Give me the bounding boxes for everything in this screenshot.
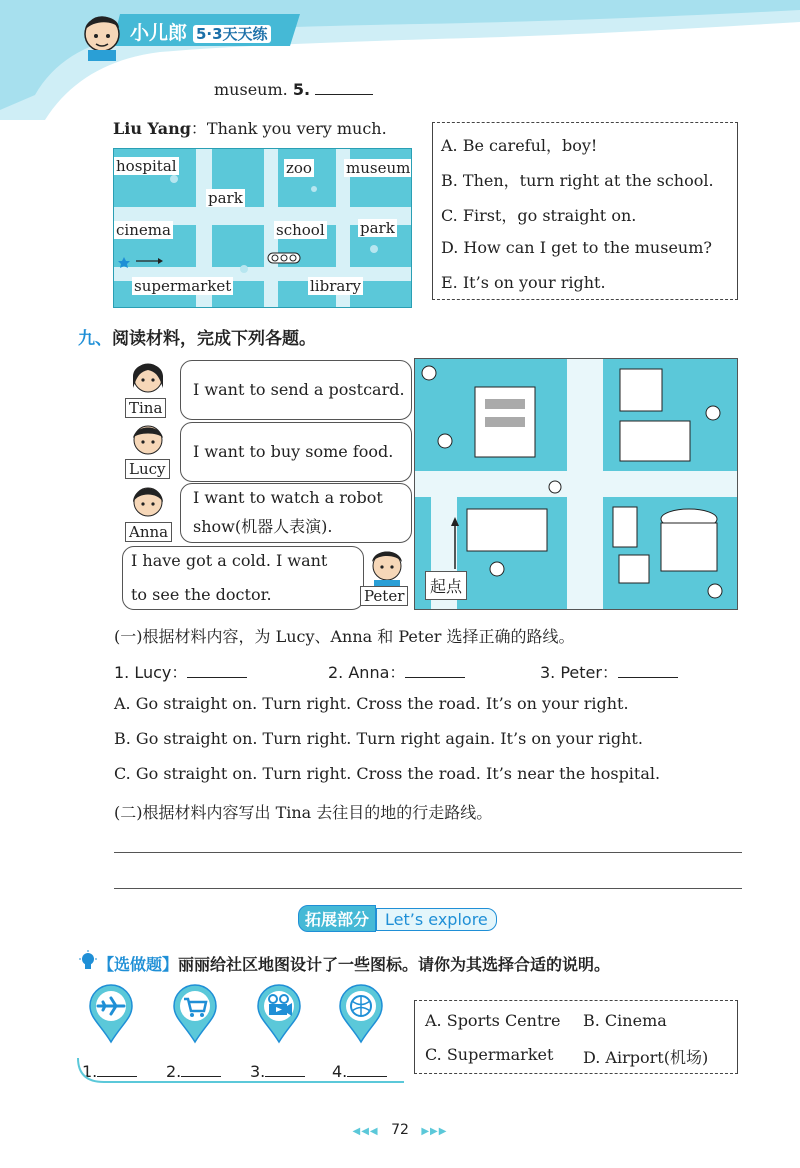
option-a: A. Be careful，boy! [441,136,598,155]
part1-title: (一)根据材料内容，为 Lucy、Anna 和 Peter 选择正确的路线。 [114,627,575,646]
page-number: 72 [391,1122,409,1138]
explore-cn: 拓展部分 [298,905,376,932]
dialog-bubble-tina: I want to send a postcard. [180,360,412,420]
dialog-bubble-anna: I want to watch a robot show(机器人表演). [180,483,412,543]
question-2: 2. Anna： [328,660,465,683]
dialog-bubble-lucy: I want to buy some food. [180,422,412,482]
icon-options-box [414,1000,738,1074]
city-map [414,358,738,610]
map-label-park-top: park [208,189,243,207]
start-point-label: 起点 [425,571,467,600]
options-box [432,122,738,300]
dialog-museum-line: museum. 5. [214,80,373,99]
icon-answer-2: 2. [166,1062,221,1081]
icon-answer-3: 3. [250,1062,305,1081]
map-label-supermarket: supermarket [134,277,232,295]
dialog-liu-yang-line: Liu Yang：Thank you very much. [113,119,387,138]
page-footer [0,1122,800,1138]
map-label-museum: museum [346,159,411,177]
answer-blank-lucy[interactable] [187,663,247,678]
icon-answer-4: 4. [332,1062,387,1081]
map-label-library: library [310,277,361,295]
explore-en: Let’s explore [376,908,497,931]
answer-blank-5[interactable] [315,80,373,95]
boy-mascot-icon [78,8,126,62]
question-3: 3. Peter： [540,660,678,683]
brand-title: 小儿郎 5·3天天练 [130,18,271,45]
lightbulb-icon [78,950,98,972]
left-arrows-icon: ◀◀◀ [352,1126,379,1137]
optional-question: 【选做题】丽丽给社区地图设计了一些图标。请你为其选择合适的说明。 [98,955,611,974]
route-a: A. Go straight on. Turn right. Cross the road. It’s on your right. [114,694,629,713]
film-camera-icon [256,984,302,1044]
map-label-school: school [276,221,325,239]
map-label-zoo: zoo [286,159,312,177]
map-label-hospital: hospital [116,157,177,175]
name-tina: Tina [125,398,166,418]
girl-avatar-icon [124,420,172,460]
option-b: B. Then，turn right at the school. [441,171,714,190]
town-map [113,148,412,308]
question-1: 1. Lucy： [114,660,247,683]
option-c: C. First，go straight on. [441,206,637,225]
section9-heading: 九、阅读材料，完成下列各题。 [78,329,316,349]
answer-curve [74,1056,416,1086]
explore-banner [298,905,497,929]
answer-line-1[interactable] [114,852,742,853]
map-label-cinema: cinema [116,221,171,239]
ball-icon [338,984,384,1044]
icon-option-b: B. Cinema [583,1011,667,1030]
name-peter: Peter [360,586,408,606]
icon-answer-1: 1. [82,1062,137,1081]
option-e: E. It’s on your right. [441,273,606,292]
icon-option-c: C. Supermarket [425,1045,554,1064]
name-anna: Anna [125,522,172,542]
name-lucy: Lucy [125,459,170,479]
airplane-icon [88,984,134,1044]
answer-blank-peter[interactable] [618,663,678,678]
route-b: B. Go straight on. Turn right. Turn right again. It’s on your right. [114,729,643,748]
right-arrows-icon: ▶▶▶ [421,1126,448,1137]
dialog-bubble-peter: I have got a cold. I want to see the doctor. [122,546,364,610]
answer-blank-anna[interactable] [405,663,465,678]
boy-avatar-icon [364,544,410,586]
answer-line-2[interactable] [114,888,742,889]
part2-title: (二)根据材料内容写出 Tina 去往目的地的行走路线。 [114,803,493,822]
option-d: D. How can I get to the museum? [441,238,712,257]
shopping-cart-icon [172,984,218,1044]
map-label-park-right: park [360,219,395,237]
girl-avatar-icon [124,482,172,522]
icon-option-d: D. Airport(机场) [583,1048,709,1067]
route-c: C. Go straight on. Turn right. Cross the road. It’s near the hospital. [114,764,661,783]
girl-avatar-icon [124,358,172,398]
icon-option-a: A. Sports Centre [425,1011,561,1030]
